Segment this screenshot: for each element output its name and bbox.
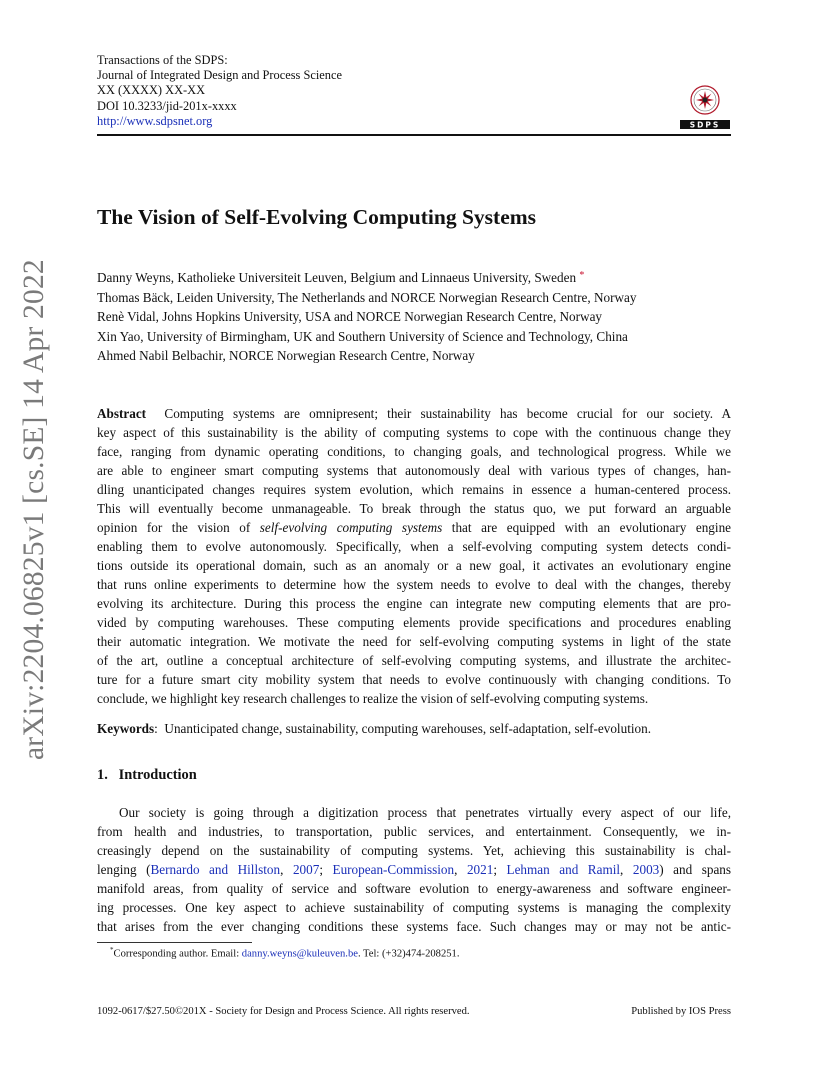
author-line: Xin Yao, University of Birmingham, UK and Southern University of Science and Technology, China	[97, 328, 628, 344]
author-line: Danny Weyns, Katholieke Universiteit Leuven, Belgium and Linnaeus University, Sweden *	[97, 270, 585, 285]
publisher-notice: Published by IOS Press	[631, 1006, 731, 1017]
journal-line-1: Transactions of the SDPS:	[97, 53, 228, 67]
abstract: Abstract Computing systems are omnipresent; their sustainability has become crucial for our society. A key aspect of this sustainability is the ability of computing systems to cope with the continuous change they face, ranging from dynamic operating conditions, to changing goals, and technological progress. While we are able to engineer smart computing systems that autonomously deal with various types of changes, han- dling unanticipated changes requires system evolution, which remains in essence a human-centered process. This will eventually become unmanageable. To break through the status quo, we put forward an arguable opinion for the vision of self-evolving computing systems that are equipped with an evolutionary engine enabling them to evolve autonomously. Specifically, when a self-evolving computing system detects condi- tions outside its operational domain, such as an anomaly or a new goal, it activates an evolutionary engine that runs online experiments to determine how the system needs to evolve to deal with the changes, thereby evolving its architecture. During this process the engine can integrate new computing elements that are pro- vided by computing warehouses. These computing elements provide specifications and procedures enabling their automatic integration. We motivate the need for self-evolving computing systems in light of the state of the art, outline a conceptual architecture of self-evolving computing systems, and illustrate the architec- ture for a future smart city mobility system that needs to evolve continuously with changing conditions. To conclude, we highlight key research challenges to realize the vision of self-evolving computing systems.	[97, 406, 732, 706]
emphasis-term: self-evolving computing systems	[259, 520, 443, 535]
copyright-notice: 1092-0617/$27.50©201X - Society for Design and Process Science. All rights reserved.	[97, 1006, 470, 1017]
footnote-rule	[97, 942, 252, 943]
author-line: Thomas Bäck, Leiden University, The Netherlands and NORCE Norwegian Research Centre, Norway	[97, 289, 637, 305]
citation-link[interactable]: Bernardo and Hillston	[150, 862, 281, 877]
email-link[interactable]: danny.weyns@kuleuven.be	[241, 948, 358, 960]
sdps-logo	[678, 78, 732, 130]
keywords: Keywords: Unanticipated change, sustainability, computing warehouses, self-adaptation, self-evolution.	[97, 721, 651, 736]
header-rule	[97, 134, 731, 136]
introduction-paragraph: Our society is going through a digitization process that penetrates virtually every aspect of our life, from health and industries, to transportation, public services, and entertainment. Consequently, we in- creasingly depend on the sustainability of computing systems. Yet, achieving this sustainability is chal- lenging (Bernardo and Hillston, 2007; European-Commission, 2021; Lehman and Ramil, 2003) and spans manifold areas, from quality of service and software evolution to energy-awareness and software engineer- ing processes. One key aspect to achieve sustainability of computing systems is managing the complexity that arises from the ever changing conditions these systems face. Such changes may or may not be antic-	[97, 805, 732, 934]
citation-link[interactable]: 2007	[292, 862, 320, 877]
author-line: Renè Vidal, Johns Hopkins University, USA and NORCE Norwegian Research Centre, Norway	[97, 309, 603, 325]
journal-header	[97, 53, 342, 129]
journal-url-link[interactable]: http://www.sdpsnet.org	[97, 113, 213, 128]
journal-volume: XX (XXXX) XX-XX	[97, 83, 206, 98]
author-line: Ahmed Nabil Belbachir, NORCE Norwegian Research Centre, Norway	[97, 348, 475, 364]
citation-link[interactable]: 2003	[632, 862, 660, 877]
footnote: *Corresponding author. Email: danny.weyns@kuleuven.be. Tel: (+32)474-208251.	[110, 946, 460, 960]
journal-doi: DOI 10.3233/jid-201x-xxxx	[97, 98, 237, 113]
journal-line-2: Journal of Integrated Design and Process Science	[97, 68, 342, 83]
logo-text: SDPS	[689, 120, 721, 130]
keywords-label: Keywords	[97, 721, 155, 736]
author-list	[97, 266, 636, 366]
keywords-text: Unanticipated change, sustainability, computing warehouses, self-adaptation, self-evolution.	[164, 721, 651, 736]
citation-link[interactable]: Lehman and Ramil	[506, 862, 621, 877]
abstract-label: Abstract	[97, 406, 147, 421]
citation-link[interactable]: 2021	[466, 862, 494, 877]
corresponding-author-mark[interactable]: *	[579, 270, 585, 281]
arxiv-identifier: arXiv:2204.06825v1 [cs.SE] 14 Apr 2022	[18, 259, 50, 760]
paper-title: The Vision of Self-Evolving Computing Systems	[97, 205, 537, 229]
citation-link[interactable]: European-Commission	[332, 862, 455, 877]
section-heading: 1. Introduction	[97, 767, 197, 783]
